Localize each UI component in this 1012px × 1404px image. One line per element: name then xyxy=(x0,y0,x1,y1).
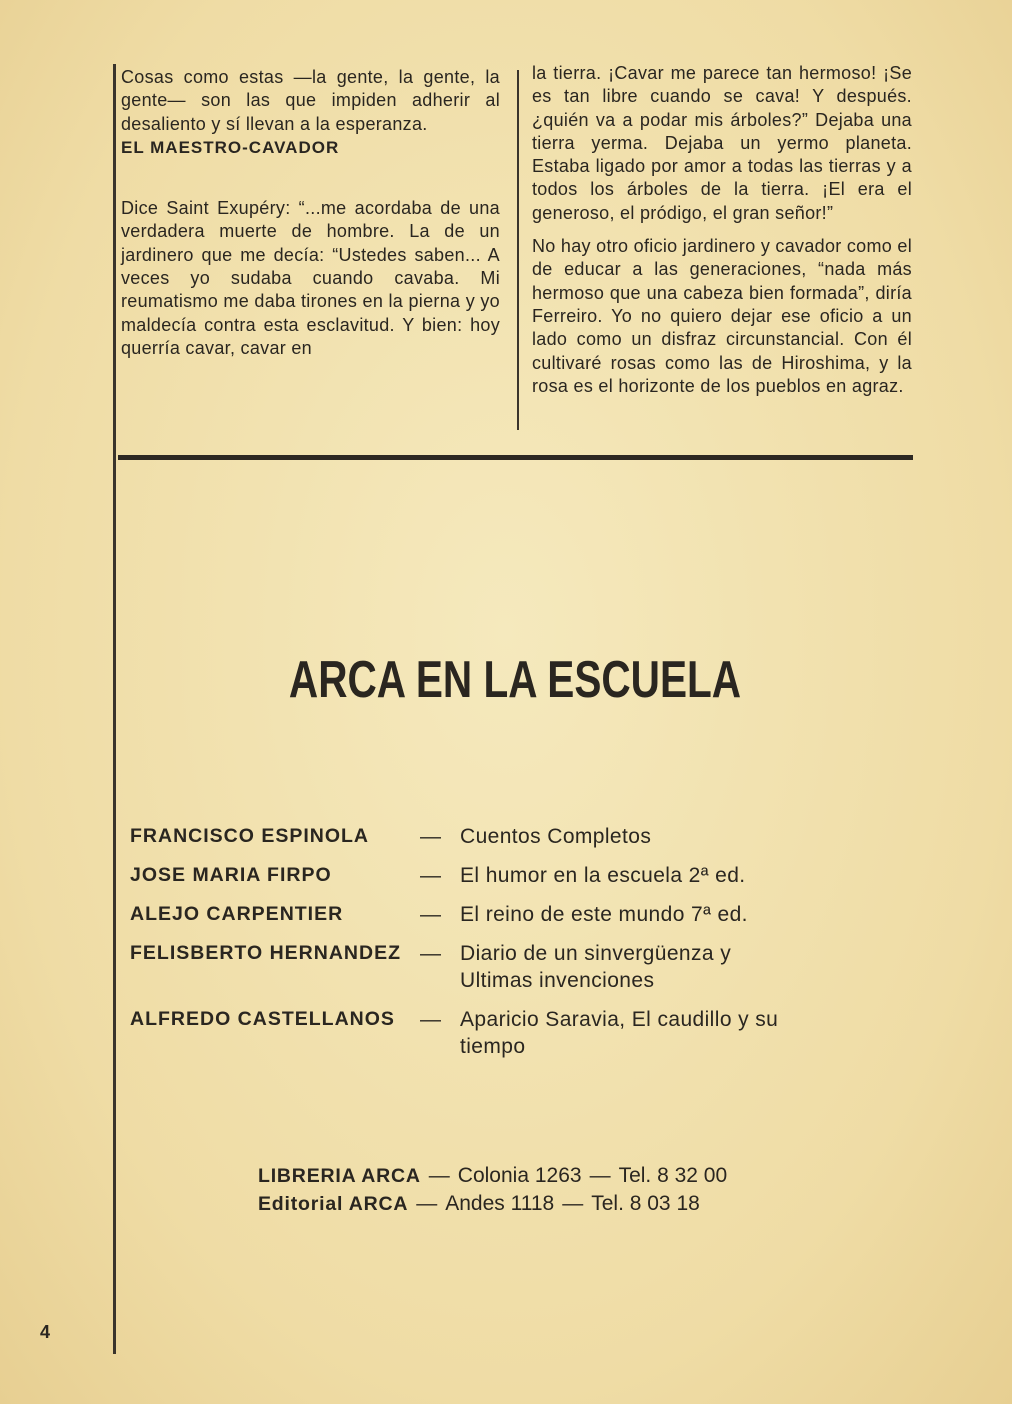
book-title: Aparicio Saravia, El caudillo y su tiempo xyxy=(460,1008,779,1058)
book-entry xyxy=(130,823,820,850)
contact-address: Andes 1118 xyxy=(445,1192,555,1215)
section-subheading: EL MAESTRO-CAVADOR xyxy=(121,137,340,157)
book-dash: — xyxy=(420,864,441,887)
book-author: ALFREDO CASTELLANOS xyxy=(130,1008,395,1030)
contact-phone: Tel. 8 32 00 xyxy=(618,1164,728,1187)
article-column-right xyxy=(532,62,912,398)
book-dash: — xyxy=(420,942,441,965)
section-divider-rule xyxy=(118,455,913,460)
book-author: FRANCISCO ESPINOLA xyxy=(130,825,370,847)
contact-name: Editorial ARCA xyxy=(258,1193,409,1215)
article-column-left xyxy=(121,66,500,360)
column-divider-rule xyxy=(517,70,519,430)
contact-separator: — xyxy=(428,1164,450,1187)
book-dash: — xyxy=(420,825,441,848)
book-entry xyxy=(130,901,820,928)
contact-phone: Tel. 8 03 18 xyxy=(591,1192,700,1215)
book-list xyxy=(130,823,820,1072)
book-title: Diario de un sinvergüenza y Ultimas invenciones xyxy=(460,942,732,992)
book-dash: — xyxy=(420,903,441,926)
book-entry xyxy=(130,862,820,889)
contact-name: LIBRERIA ARCA xyxy=(258,1165,421,1187)
contact-separator: — xyxy=(562,1192,584,1215)
article-paragraph: No hay otro oficio jardinero y cavador como el de educar a las generaciones, “nada más hermoso que una cabeza bien formada”, diría Ferreiro. Yo no quiero dejar ese oficio a un lado como un disfraz circunstancial. Con él cultivaré rosas como las de Hiroshima, y la rosa es el horizonte de los pueblos en agraz. xyxy=(532,236,912,396)
book-title: El humor en la escuela 2ª ed. xyxy=(460,864,746,887)
article-paragraph: Dice Saint Exupéry: “...me acordaba de una verdadera muerte de hombre. La de un jardinero que me decía: “Ustedes saben... A veces yo sudaba cuando cavaba. Mi reumatismo me daba tirones en la pierna y yo maldecía contra esta esclavitud. Y bien: hoy querría cavar, cavar en xyxy=(121,198,500,358)
book-title: El reino de este mundo 7ª ed. xyxy=(460,903,748,926)
article-paragraph: Cosas como estas —la gente, la gente, la gente— son las que impiden adherir al desaliento y sí llevan a la esperanza. xyxy=(121,67,500,134)
contact-address: Colonia 1263 xyxy=(457,1164,582,1187)
contact-row xyxy=(258,1162,727,1190)
article-paragraph: la tierra. ¡Cavar me parece tan hermoso! ¡Se es tan libre cuando se cava! Y después. ¿quién va a podar mis árboles?” Dejaba una tierra yerma. Dejaba un yermo planeta. Estaba ligado por amor a todas las tierras y a todos los árboles de la tierra. ¡El era el generoso, el pródigo, el gran señor!” xyxy=(532,63,912,223)
book-author: ALEJO CARPENTIER xyxy=(130,903,344,925)
book-entry xyxy=(130,1006,820,1060)
book-title: Cuentos Completos xyxy=(460,825,652,848)
contact-separator: — xyxy=(416,1192,438,1215)
publisher-contacts xyxy=(258,1162,727,1218)
contact-separator: — xyxy=(589,1164,611,1187)
contact-row xyxy=(258,1190,727,1218)
book-author: JOSE MARIA FIRPO xyxy=(130,864,332,886)
book-entry xyxy=(130,940,820,994)
book-dash: — xyxy=(420,1008,441,1031)
book-author: FELISBERTO HERNANDEZ xyxy=(130,942,401,964)
page-number: 4 xyxy=(40,1322,51,1342)
ad-headline: ARCA EN LA ESCUELA xyxy=(288,651,742,709)
